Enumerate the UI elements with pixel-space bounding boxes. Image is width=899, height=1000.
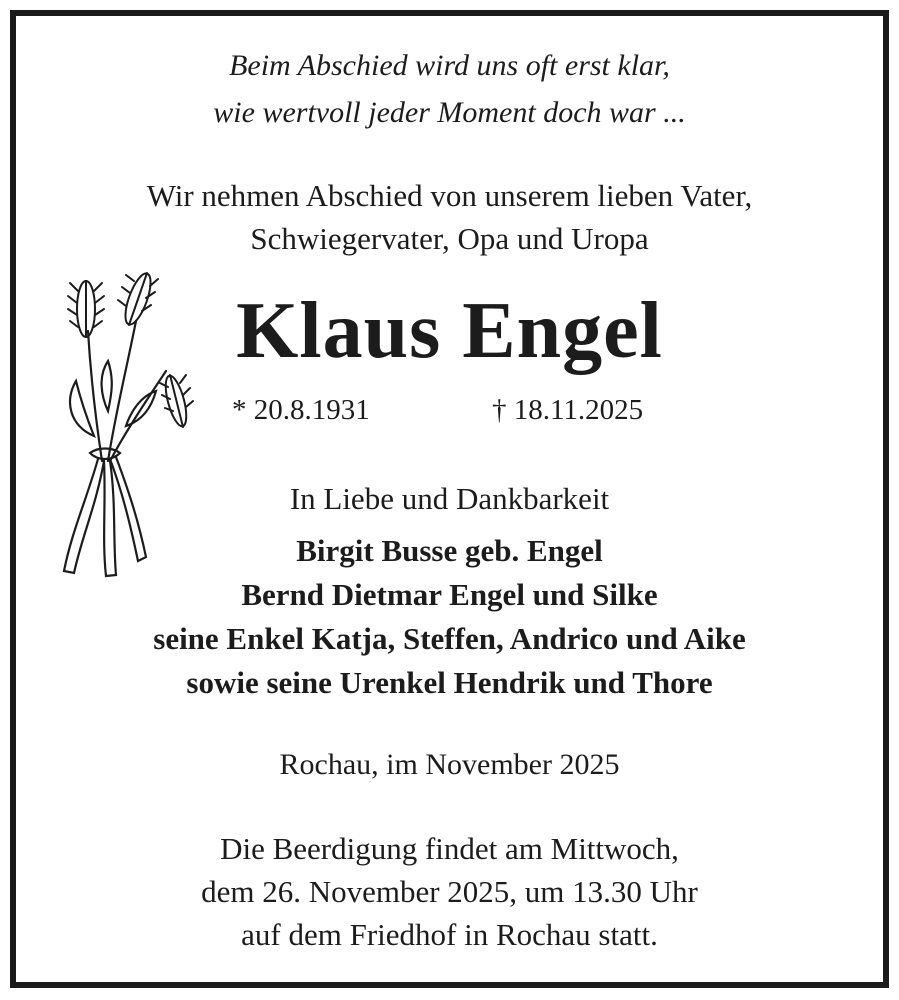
funeral-line-1: Die Beerdigung findet am Mittwoch, [220, 831, 679, 866]
intro-line-2: Schwiegervater, Opa und Uropa [250, 221, 649, 256]
mourner-line-1: Birgit Busse geb. Engel [296, 533, 603, 568]
place-date: Rochau, im November 2025 [279, 748, 620, 781]
funeral-line-2: dem 26. November 2025, um 13.30 Uhr [201, 874, 698, 909]
mourner-line-3: seine Enkel Katja, Steffen, Andrico und Aike [153, 621, 746, 656]
motto-line-1: Beim Abschied wird uns oft erst klar, [229, 49, 670, 82]
dedication: In Liebe und Dankbarkeit [289, 481, 610, 516]
mourner-line-2: Bernd Dietmar Engel und Silke [241, 577, 658, 612]
mourner-line-4: sowie seine Urenkel Hendrik und Thore [186, 665, 713, 700]
deceased-name: Klaus Engel [236, 287, 663, 375]
intro-line-1: Wir nehmen Abschied von unserem lieben Vater, [146, 178, 753, 213]
obituary-notice [10, 10, 889, 988]
funeral-line-3: auf dem Friedhof in Rochau statt. [241, 917, 658, 952]
motto-line-2: wie wertvoll jeder Moment doch war ... [213, 96, 686, 129]
death-date: † 18.11.2025 [492, 394, 644, 426]
birth-date: * 20.8.1931 [232, 394, 370, 426]
